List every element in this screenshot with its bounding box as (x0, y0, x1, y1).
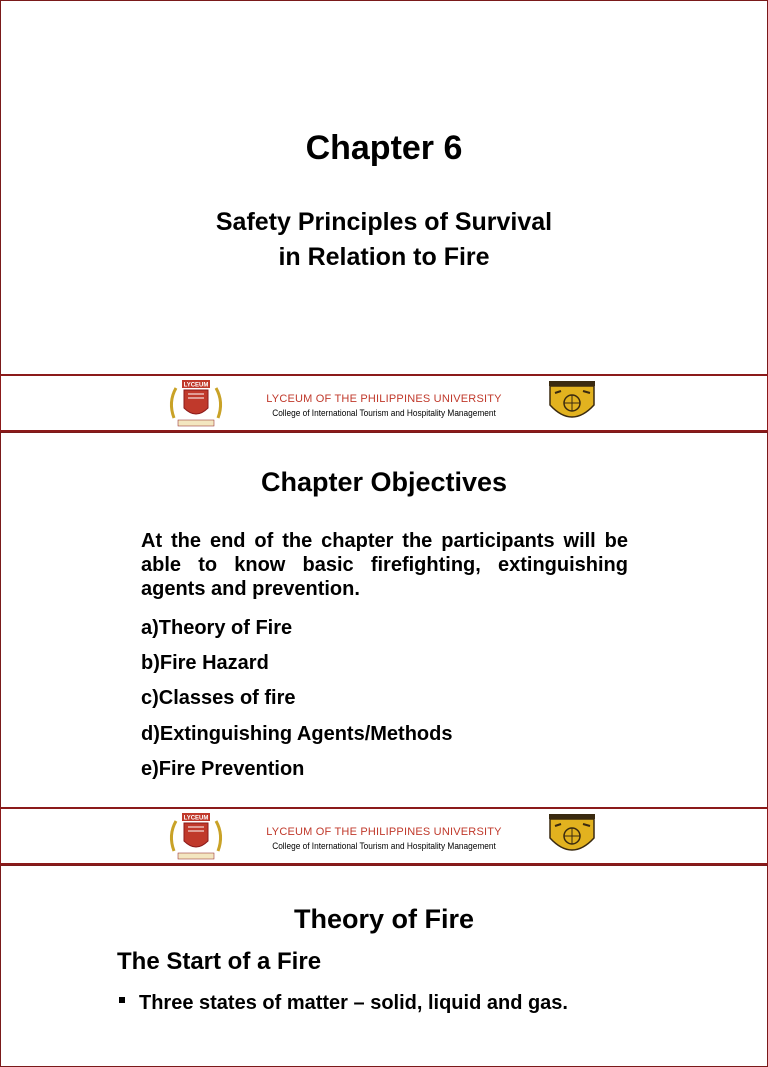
bullet-icon (119, 997, 125, 1003)
lyceum-crest-logo (166, 811, 226, 863)
chapter-subtitle-line2: in Relation to Fire (278, 243, 490, 271)
objective-item: e)Fire Prevention (141, 758, 305, 780)
university-block (229, 826, 539, 851)
objective-item: c)Classes of fire (141, 687, 296, 709)
lyceum-crest-logo (166, 378, 226, 430)
objective-item: d)Extinguishing Agents/Methods (141, 723, 453, 745)
objective-item: a)Theory of Fire (141, 617, 293, 639)
logo-text: LYCEUM (183, 815, 209, 822)
slide-objectives (0, 432, 768, 808)
slide-footer (0, 374, 768, 432)
slide-theory (0, 865, 768, 1067)
slide-footer (0, 807, 768, 865)
objectives-intro: At the end of the chapter the participants will be able to know basic firefighting, extinguishing agents and prevention. (141, 530, 628, 600)
college-name: College of International Tourism and Hospitality Management (272, 841, 496, 851)
chapter-title: Chapter 6 (305, 129, 463, 167)
slide-title (0, 0, 768, 376)
university-block (229, 393, 539, 418)
theory-title: Theory of Fire (293, 904, 475, 934)
objectives-title: Chapter Objectives (260, 467, 508, 497)
logo-text: LYCEUM (183, 382, 209, 389)
chapter-subtitle-line1: Safety Principles of Survival (215, 208, 553, 236)
college-seal-logo (547, 379, 597, 427)
theory-subtitle: The Start of a Fire (117, 948, 322, 975)
college-name: College of International Tourism and Hospitality Management (272, 408, 496, 418)
college-seal-logo (547, 812, 597, 860)
theory-bullet: Three states of matter – solid, liquid and gas. (139, 992, 568, 1014)
university-name: LYCEUM OF THE PHILIPPINES UNIVERSITY (266, 826, 502, 838)
university-name: LYCEUM OF THE PHILIPPINES UNIVERSITY (266, 393, 502, 405)
objective-item: b)Fire Hazard (141, 652, 269, 674)
